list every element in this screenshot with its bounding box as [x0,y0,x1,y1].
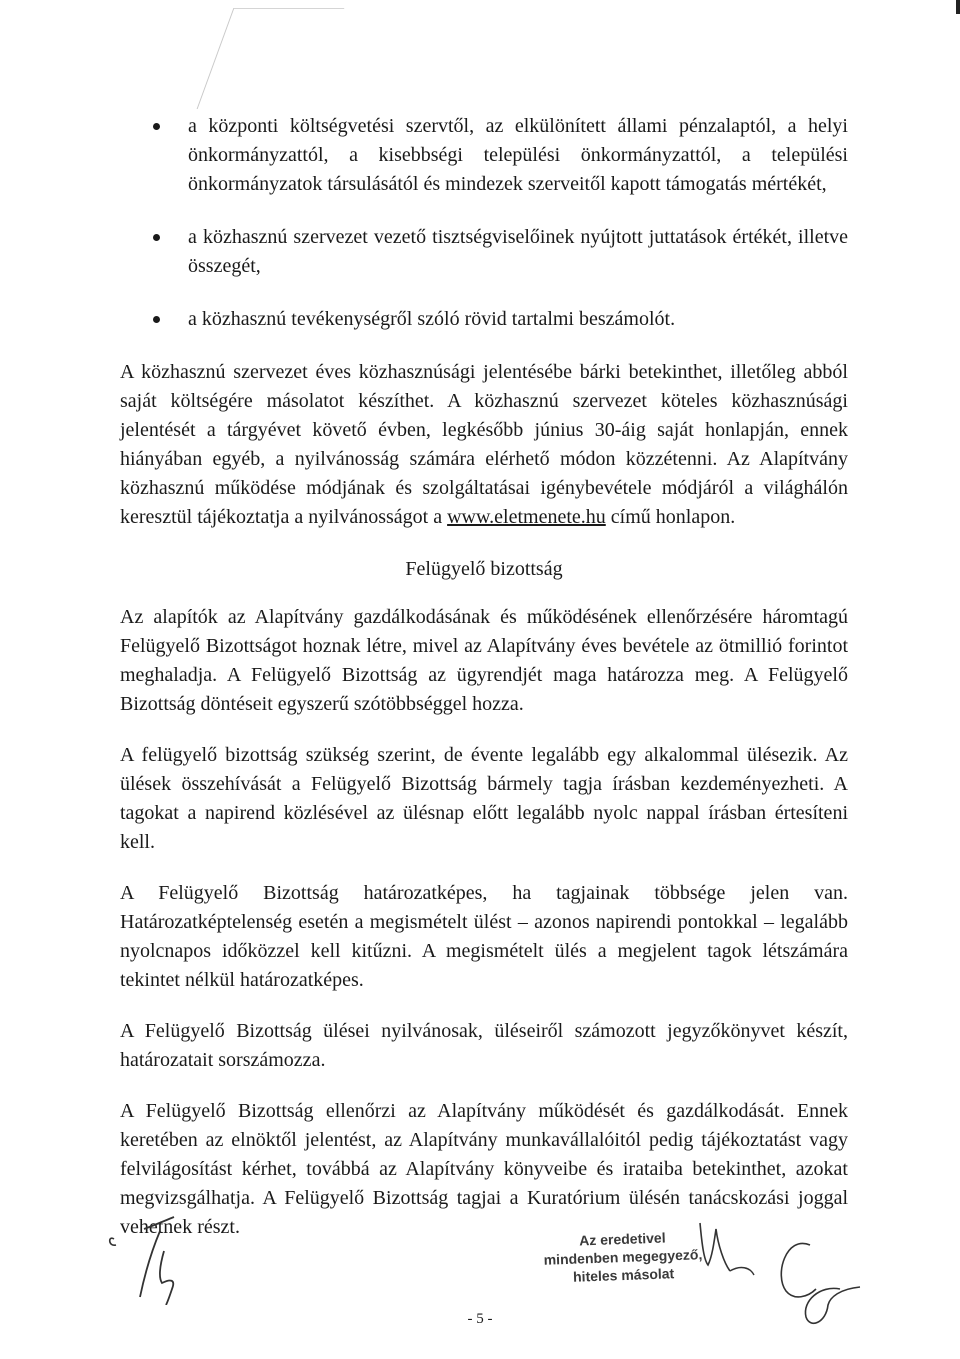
public-report-paragraph [120,358,848,532]
website-link[interactable]: www.eletmenete.hu [447,506,606,528]
bullet-text: a központi költségvetési szervtől, az elkülönített állami pénzalaptól, a helyi önkormányzattól, a kisebbségi települési önkormányzattól, a települési önkormányzatok társulásától és mindezek szerveitől kapott támogatás mértékét, [188,115,848,195]
handwritten-initials [100,1205,210,1305]
bullet-item [120,223,848,281]
document-body [120,112,848,1264]
bullet-list [120,112,848,334]
scan-artifact [197,8,345,109]
stamp-line: mindenben megegyező, [543,1246,703,1268]
paragraph-text: A közhasznú szervezet éves közhasznúsági jelentésébe bárki betekinthet, illetőleg abból saját költségére másolatot készíthet. A közhasznú szervezet köteles közhasznúsági jelentését a tárgyévet követő évben, legkésőbb június 30-áig saját honlapján, ennek hiányában egyéb, a nyilvánosság számára elérhető módon közzétenni. Az Alapítvány közhasznú működése módjának és szolgáltatásai igénybevétele módjáról a világhálón keresztül tájékoztatja a nyilvánosságot a [120,361,848,528]
paragraph: A Felügyelő Bizottság határozatképes, ha tagjainak többsége jelen van. Határozatképtelenség esetén a megismételt ülést – azonos napirendi pontokkal – legalább nyolcnapos időközzel kell kitűzni. A megismételt ülés a megjelent tagok létszámára tekintet nélkül határozatképes. [120,882,848,991]
paragraph-text: című honlapon. [605,506,736,528]
paragraph: A Felügyelő Bizottság ülései nyilvánosak, üléseiről számozott jegyzőkönyvet készít, határozatait sorszámozza. [120,1020,848,1071]
page-footer [0,1205,960,1359]
stamp-line: Az eredetivel [578,1229,666,1249]
paragraph: A felügyelő bizottság szükség szerint, de évente legalább egy alkalommal ülésezik. Az ülések összehívását a Felügyelő Bizottság bármely tagja írásban kezdeményezheti. A tagokat a napirend közlésével az ülésnap előtt legalább nyolc nappal írásban értesíteni kell. [120,744,848,853]
bullet-item [120,112,848,199]
handwritten-signature [690,1205,890,1335]
bullet-dot-icon [153,123,160,130]
section-heading: Felügyelő bizottság [405,558,563,580]
stamp-line: hiteles másolat [572,1265,675,1285]
bullet-dot-icon [153,316,160,323]
bullet-item [120,305,848,334]
page-number: - 5 - [467,1311,493,1327]
bullet-dot-icon [153,234,160,241]
paragraph: Az alapítók az Alapítvány gazdálkodásának és működésének ellenőrzésére háromtagú Felügyelő Bizottságot hoznak létre, mivel az Alapítvány éves bevétele az ötmillió forintot meghaladja. A Felügyelő Bizottság az ügyrendjét maga határozza meg. A Felügyelő Bizottság döntéseit egyszerű szótöbbséggel hozza. [120,606,848,715]
bullet-text: a közhasznú tevékenységről szóló rövid tartalmi beszámolót. [188,308,676,330]
bullet-text: a közhasznú szervezet vezető tisztségviselőinek nyújtott juttatások értékét, illetve összegét, [188,226,848,277]
scan-corner-mark [956,0,960,14]
paragraph: A Felügyelő Bizottság ellenőrzi az Alapítvány működését és gazdálkodását. Ennek keretében az elnöktől jelentést, az Alapítvány munkavállalóitól pedig tájékoztatást vagy felvilágosítást kérhet, továbbá az Alapítvány könyveibe és irataiba betekinthet, azokat megvizsgálhatja. A Felügyelő Bizottság tagjai a Kuratórium ülésén tanácskozási joggal vehetnek részt. [120,1100,848,1238]
